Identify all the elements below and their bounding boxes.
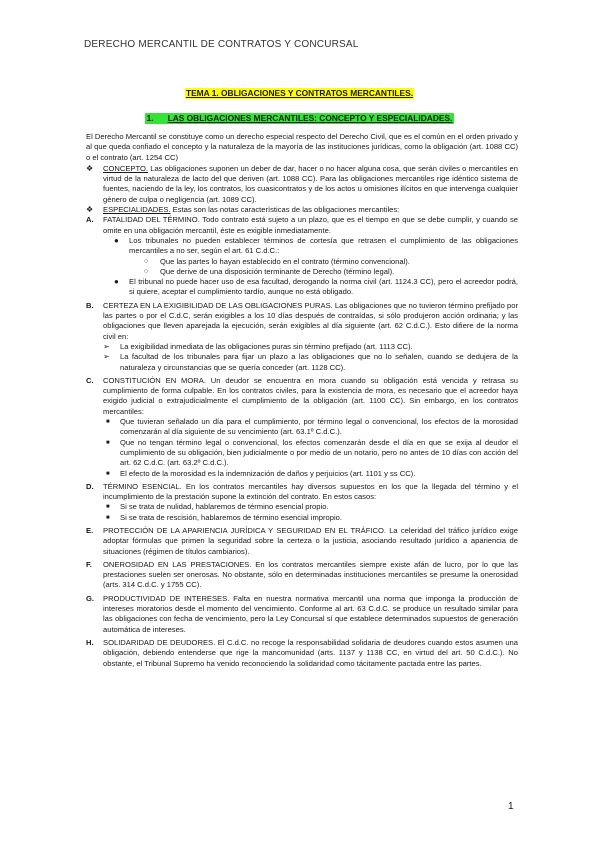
square-item xyxy=(86,438,518,469)
bullet-item xyxy=(86,277,518,298)
arrow-item xyxy=(86,352,518,373)
running-header: DERECHO MERCANTIL DE CONTRATOS Y CONCURSAL xyxy=(84,39,359,50)
square-bullet-icon: ■ xyxy=(106,439,110,446)
item-a xyxy=(86,215,518,236)
circle-bullet-icon: ○ xyxy=(144,257,149,265)
bullet-dot-icon: ● xyxy=(114,235,119,245)
especialidades-label: ESPECIALIDADES. xyxy=(103,205,171,215)
item-heading: SOLIDARIDAD DE DEUDORES. xyxy=(103,637,216,647)
circle-bullet-icon: ○ xyxy=(144,267,149,275)
chapter-title: TEMA 1. OBLIGACIONES Y CONTRATOS MERCANTILES. xyxy=(185,88,414,98)
page-number: 1 xyxy=(508,801,514,812)
sub-bullet-text: Que las partes lo hayan establecido en el contrato (término convencional). xyxy=(160,256,410,266)
item-text: En los contratos mercantiles hay diversos supuestos en los que la llegada del término y el incumplimiento de la prestación supone la extinción del contrato. En estos casos: xyxy=(103,481,519,502)
square-item xyxy=(86,513,518,523)
item-letter: F. xyxy=(86,559,92,569)
diamond-bullet-icon: ❖ xyxy=(86,163,94,173)
section-title: LAS OBLIGACIONES MERCANTILES: CONCEPTO Y ESPECIALIDADES. xyxy=(167,113,453,123)
item-heading: PROTECCIÓN DE LA APARIENCIA JURÍDICA Y SEGURIDAD EN EL TRÁFICO. xyxy=(103,525,386,535)
item-letter: E. xyxy=(86,525,94,535)
especialidades-text: Estas son las notas características de las obligaciones mercantiles: xyxy=(170,205,400,215)
item-text: El C.d.C. no recoge la responsabilidad solidaria de deudores cuando estos asumen una obligación, debiendo entenderse que rige la mancomunidad (arts. 1137 y 1138 CC, en virtud del art. 50 C.d.C.). No obstante, el Tribunal Supremo ha venido reconociendo la solidaridad como tácitamente pactada entre las partes. xyxy=(103,637,518,668)
item-c xyxy=(86,376,518,417)
item-letter: G. xyxy=(86,593,95,603)
arrow-bullet-icon: ➢ xyxy=(103,341,110,351)
item-letter: B. xyxy=(86,300,94,310)
square-text: Que tuvieran señalado un día para el cumplimiento, por término legal o convencional, los efectos de la morosidad comenzarán al día siguiente de su vencimiento (art. 63.1º C.d.C.). xyxy=(120,417,518,437)
item-letter: D. xyxy=(86,481,94,491)
document-body xyxy=(86,132,518,669)
item-g xyxy=(86,594,518,635)
square-bullet-icon: ■ xyxy=(106,504,110,511)
arrow-bullet-icon: ➢ xyxy=(103,352,110,362)
arrow-item xyxy=(86,342,518,352)
item-b xyxy=(86,301,518,342)
square-text: Si se trata de rescisión, hablaremos de término esencial impropio. xyxy=(120,512,343,522)
bullet-text: El tribunal no puede hacer uso de esa facultad, derogando la norma civil (art. 1124.3 CC), pero el acreedor podrá, si quiere, aceptar el cumplimiento tardío, aunque no está obligado. xyxy=(129,277,518,297)
item-heading: ONEROSIDAD EN LAS PRESTACIONES. xyxy=(103,559,252,569)
concepto-label: CONCEPTO. xyxy=(103,163,149,173)
item-text: Todo contrato está sujeto a un plazo, que es el tiempo en que se debe cumplir, y cuando se omite en una obligación mercantil, éste es exigible inmediatamente. xyxy=(103,215,519,235)
square-bullet-icon: ■ xyxy=(106,470,110,477)
item-heading: CERTEZA EN LA EXIGIBILIDAD DE LAS OBLIGACIONES PURAS. xyxy=(103,300,333,310)
concepto-text: Las obligaciones suponen un deber de dar, hacer o no hacer alguna cosa, que serán civiles o mercantiles en virtud de la naturaleza de lacto del que deriven (art. 1088 CC). Para las obligaciones mercantiles rige idéntico sistema de fuentes, naciendo de la ley, los contratos, los cuasicontratos y de los actos u omisiones ilícitos en que intervenga cualquier género de culpa o negligencia (art. 1089 CC). xyxy=(103,163,518,204)
item-text: Un deudor se encuentra en mora cuando su obligación está vencida y retrasa su cumplimiento de forma culpable. En los contratos civiles, para la existencia de mora, es necesario que el acreedor haya exigido judicial o extrajudicialmente el cumplimiento de la obligación (art. 1100 CC). Sin embargo, en los contratos mercantiles: xyxy=(103,375,518,416)
item-d xyxy=(86,482,518,503)
square-text: Que no tengan término legal o convencional, los efectos comenzarán desde el día en que se exija al deudor el cumplimiento de su obligación, bien judicialmente o por medio de un notario, pero no antes de 10 días con acción del art. 62 C.d.C. (art. 63.2º C.d.C.). xyxy=(120,437,518,468)
item-letter: A. xyxy=(86,215,94,225)
diamond-bullet-icon: ❖ xyxy=(86,205,94,215)
square-text: Si se trata de nulidad, hablaremos de término esencial propio. xyxy=(120,502,329,512)
square-bullet-icon: ■ xyxy=(106,419,110,426)
item-text: Las obligaciones que no tuvieron término prefijado por las partes o por el C.d.C, serán exigibles a los 10 días después de contraídas, si sólo produjeron acción ordinaria; y las obligaciones que lleven aparejada la ejecución, serán exigibles al día siguiente (art. 62 C.d.C.). Esto difiere de la norma civil en: xyxy=(103,300,518,341)
title-wrap xyxy=(0,83,599,101)
sub-bullet-text: Que derive de una disposición terminante de Derecho (término legal). xyxy=(160,266,395,276)
item-letter: C. xyxy=(86,375,94,385)
item-text: En los contratos mercantiles siempre existe afán de lucro, por lo que las prestaciones suelen ser onerosas. No obstante, sólo en determinadas instituciones mercantiles se presume la onerosidad (arts. 314 C.d.C. y 1755 CC). xyxy=(103,559,519,590)
section-heading xyxy=(145,113,455,124)
arrow-text: La facultad de los tribunales para fijar un plazo a las obligaciones que no lo señalen, cuando se dedujera de la naturaleza y circunstancias que se quería conceder (art. 1128 CC). xyxy=(120,352,518,372)
square-item xyxy=(86,502,518,512)
item-text: Falta en nuestra normativa mercantil una norma que imponga la producción de intereses moratorios desde el momento del vencimiento. Conforme al art. 63 C.d.C. se produce un resultado similar para las obligaciones con fecha de vencimiento, pero la Ley Concursal sí que establece determinados supuestos de generación automática de intereses. xyxy=(103,593,518,634)
arrow-text: La exigibilidad inmediata de las obligaciones puras sin término prefijado (art. 1113 CC). xyxy=(120,341,413,351)
sub-bullet-item xyxy=(86,257,518,267)
square-bullet-icon: ■ xyxy=(106,514,110,521)
bullet-dot-icon: ● xyxy=(114,277,119,287)
square-text: El efecto de la morosidad es la indemnización de daños y perjuicios (art. 1101 y ss CC). xyxy=(120,468,416,478)
item-h xyxy=(86,638,518,669)
sub-bullet-item xyxy=(86,267,518,277)
section-number: 1. xyxy=(146,113,154,123)
item-heading: CONSTITUCIÓN EN MORA. xyxy=(103,375,206,385)
subtitle-wrap xyxy=(0,108,599,126)
item-e xyxy=(86,526,518,557)
item-heading: FATALIDAD DEL TÉRMINO. xyxy=(103,215,200,225)
item-f xyxy=(86,560,518,591)
square-item xyxy=(86,417,518,438)
intro-paragraph: El Derecho Mercantil se constituye como un derecho especial respecto del Derecho Civil, que es el común en el orden privado y al que queda confiado el concepto y la naturaleza de la mayoría de las instituciones jurídicas, como la obligación (art. 1088 CC) o el contrato (art. 1254 CC) xyxy=(86,132,518,162)
especialidades-item xyxy=(86,205,518,215)
concepto-item xyxy=(86,164,518,205)
square-item xyxy=(86,469,518,479)
bullet-text: Los tribunales no pueden establecer términos de cortesía que retrasen el cumplimiento de las obligaciones mercantiles a no ser, según el art. 61 C.d.C.: xyxy=(129,235,518,256)
item-heading: TÉRMINO ESENCIAL. xyxy=(103,481,182,491)
item-heading: PRODUCTIVIDAD DE INTERESES. xyxy=(103,593,230,603)
item-text: La celeridad del tráfico jurídico exige adoptar fórmulas que primen la seguridad sobre la certeza o la justicia, asociando resultado jurídico a apariencia de situaciones (régimen de títulos cambiarios). xyxy=(103,525,518,556)
item-letter: H. xyxy=(86,637,94,647)
bullet-item xyxy=(86,236,518,257)
